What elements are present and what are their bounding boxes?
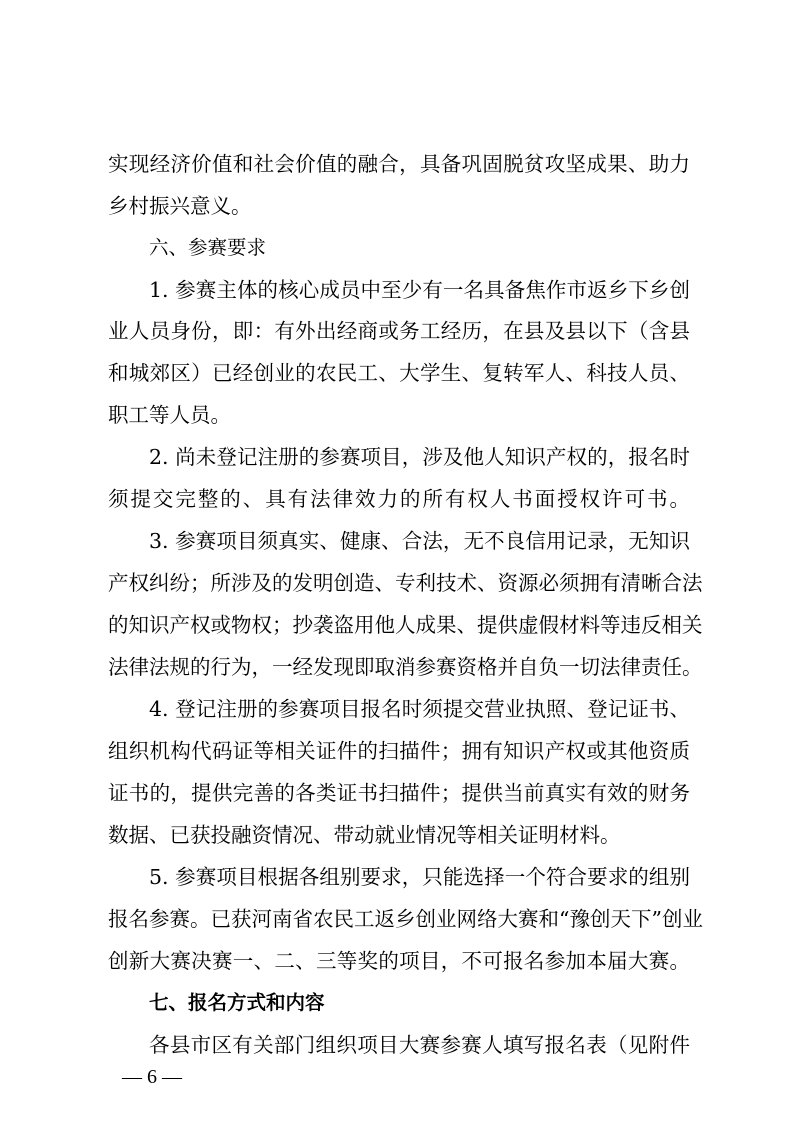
body-line: 业人员身份，即：有外出经商或务工经历，在县及县以下（含县 xyxy=(108,319,690,343)
body-line: 数据、已获投融资情况、带动就业情况等相关证明材料。 xyxy=(108,823,621,847)
body-line: 各县市区有关部门组织项目大赛参赛人填写报名表（见附件 xyxy=(149,1033,690,1057)
body-line: 和城郊区）已经创业的农民工、大学生、复转军人、科技人员、 xyxy=(108,361,690,385)
body-line: 须提交完整的、具有法律效力的所有权人书面授权许可书。 xyxy=(108,487,690,511)
body-line: 2. 尚未登记注册的参赛项目，涉及他人知识产权的，报名时 xyxy=(149,445,690,469)
body-line: 4. 登记注册的参赛项目报名时须提交营业执照、登记证书、 xyxy=(149,697,690,721)
body-line: 职工等人员。 xyxy=(108,403,231,427)
body-line: 3. 参赛项目须真实、健康、合法，无不良信用记录，无知识 xyxy=(149,529,690,553)
body-line: 产权纠纷；所涉及的发明创造、专利技术、资源必须拥有清晰合法 xyxy=(108,571,703,595)
body-line: 1. 参赛主体的核心成员中至少有一名具备焦作市返乡下乡创 xyxy=(149,278,690,302)
body-line: 的知识产权或物权；抄袭盗用他人成果、提供虚假材料等违反相关 xyxy=(108,613,703,637)
body-line: 证书的，提供完善的各类证书扫描件；提供当前真实有效的财务 xyxy=(108,781,690,805)
body-line: 报名参赛。已获河南省农民工返乡创业网络大赛和“豫创天下”创业 xyxy=(108,907,703,931)
body-line: 5. 参赛项目根据各组别要求，只能选择一个符合要求的组别 xyxy=(149,865,690,889)
section-heading-six: 六、参赛要求 xyxy=(149,236,267,259)
body-line: 创新大赛决赛一、二、三等奖的项目，不可报名参加本届大赛。 xyxy=(108,949,690,973)
page-number: — 6 — xyxy=(122,1066,182,1088)
body-line: 乡村振兴意义。 xyxy=(108,194,252,218)
body-line: 法律法规的行为，一经发现即取消参赛资格并自负一切法律责任。 xyxy=(108,655,703,679)
body-line: 组织机构代码证等相关证件的扫描件；拥有知识产权或其他资质 xyxy=(108,739,690,763)
body-line: 实现经济价值和社会价值的融合，具备巩固脱贫攻坚成果、助力 xyxy=(108,152,690,176)
section-heading-seven: 七、报名方式和内容 xyxy=(149,991,325,1014)
